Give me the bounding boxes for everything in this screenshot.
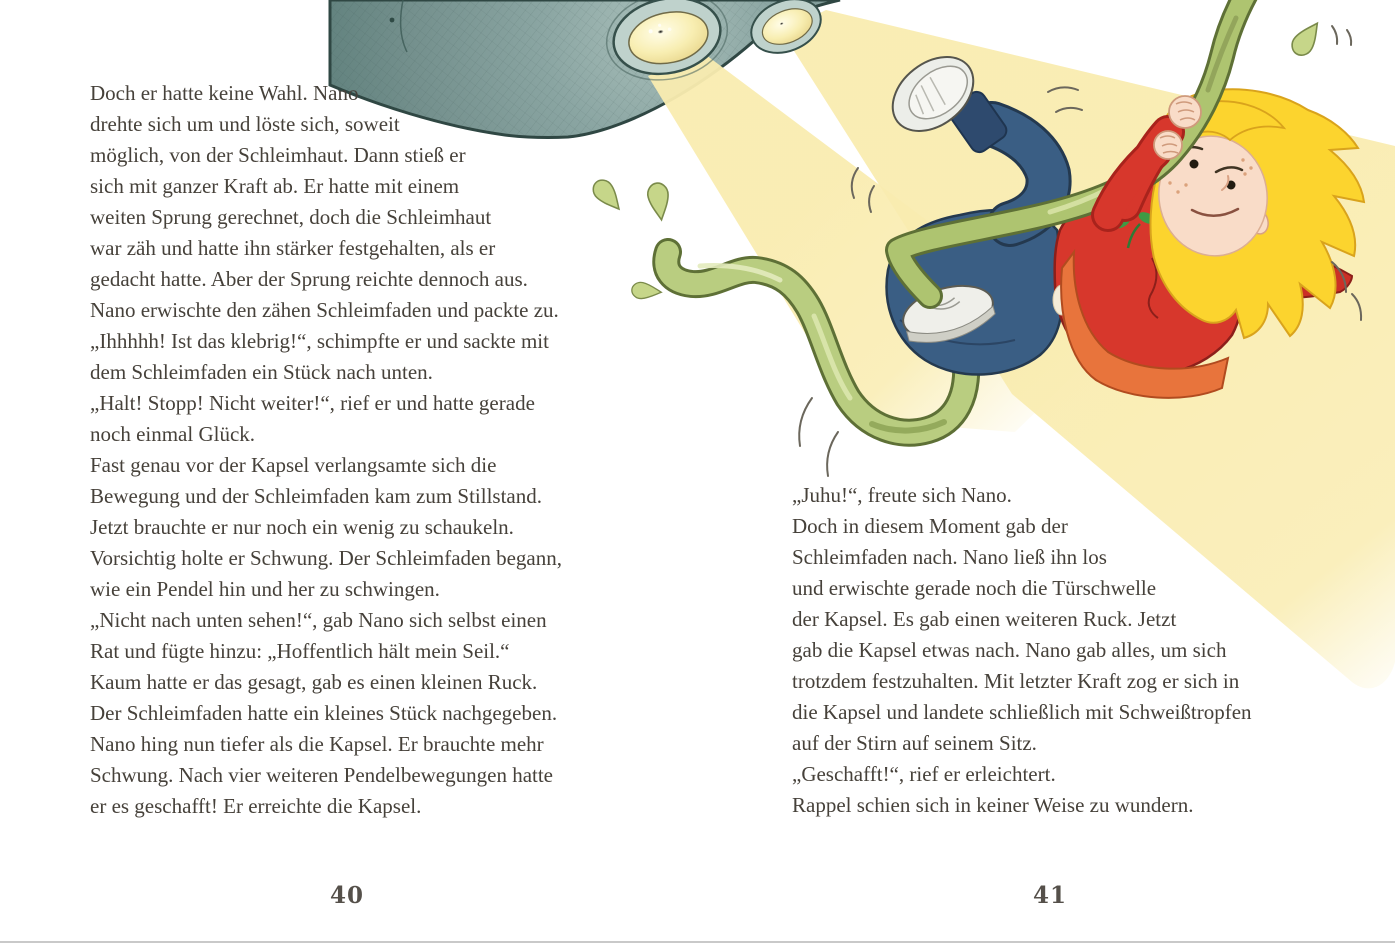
text-line: „Juhu!“, freute sich Nano.	[792, 483, 1012, 507]
text-line: Der Schleimfaden hatte ein kleines Stück nachgegeben.	[90, 701, 558, 725]
text-line: auf der Stirn auf seinem Sitz.	[792, 731, 1037, 755]
bottom-divider	[0, 941, 1395, 943]
slime-droplet	[631, 282, 662, 301]
text-line: war zäh und hatte ihn stärker festgehalten, als er	[90, 236, 496, 260]
text-line: drehte sich um und löste sich, soweit	[90, 112, 400, 136]
text-line: Bewegung und der Schleimfaden kam zum Stillstand.	[90, 484, 542, 508]
text-line: Nano hing nun tiefer als die Kapsel. Er brauchte mehr	[90, 732, 544, 756]
text-line: Jetzt brauchte er nur noch ein wenig zu schaukeln.	[90, 515, 514, 539]
text-line: Fast genau vor der Kapsel verlangsamte sich die	[90, 453, 497, 477]
text-line: sich mit ganzer Kraft ab. Er hatte mit einem	[90, 174, 460, 198]
eye-left	[1190, 160, 1199, 169]
text-line: möglich, von der Schleimhaut. Dann stieß er	[90, 143, 466, 167]
text-line: noch einmal Glück.	[90, 422, 256, 446]
text-line: „Geschafft!“, rief er erleichtert.	[792, 762, 1056, 786]
slime-droplet	[1288, 17, 1326, 59]
text-line: dem Schleimfaden ein Stück nach unten.	[90, 360, 433, 384]
text-line: „Nicht nach unten sehen!“, gab Nano sich selbst einen	[90, 608, 547, 632]
text-line: trotzdem festzuhalten. Mit letzter Kraft zog er sich in	[792, 669, 1240, 693]
text-line: der Kapsel. Es gab einen weiteren Ruck. Jetzt	[792, 607, 1177, 631]
text-line: Doch er hatte keine Wahl. Nano	[90, 81, 359, 105]
hand-upper	[1169, 96, 1201, 128]
slime-droplet	[646, 182, 671, 221]
text-line: „Halt! Stopp! Nicht weiter!“, rief er und hatte gerade	[90, 391, 535, 415]
text-line: die Kapsel und landete schließlich mit Schweißtropfen	[792, 700, 1252, 724]
text-line: Rat und fügte hinzu: „Hoffentlich hält mein Seil.“	[90, 639, 510, 663]
page-number-right: 41	[1032, 882, 1067, 909]
text-line: Kaum hatte er das gesagt, gab es einen kleinen Ruck.	[90, 670, 538, 694]
text-line: „Ihhhhh! Ist das klebrig!“, schimpfte er und sackte mit	[90, 329, 549, 353]
dome-rivet	[390, 18, 395, 23]
page-number-left: 40	[329, 882, 364, 909]
left-page-text	[90, 78, 562, 822]
text-line: Schwung. Nach vier weiteren Pendelbewegungen hatte	[90, 763, 554, 787]
text-line: gedacht hatte. Aber der Sprung reichte dennoch aus.	[90, 267, 528, 291]
slime-droplet	[589, 176, 626, 215]
text-line: Schleimfaden nach. Nano ließ ihn los	[792, 545, 1107, 569]
text-line: Rappel schien sich in keiner Weise zu wundern.	[792, 793, 1194, 817]
text-line: Vorsichtig holte er Schwung. Der Schleimfaden begann,	[90, 546, 562, 570]
hand-lower	[1154, 131, 1182, 159]
text-line: weiten Sprung gerechnet, doch die Schleimhaut	[90, 205, 492, 229]
text-line: Nano erwischte den zähen Schleimfaden und packte zu.	[90, 298, 559, 322]
text-line: er es geschafft! Er erreichte die Kapsel.	[90, 794, 422, 818]
text-line: gab die Kapsel etwas nach. Nano gab alles, um sich	[792, 638, 1227, 662]
text-line: und erwischte gerade noch die Türschwelle	[792, 576, 1157, 600]
text-line: Doch in diesem Moment gab der	[792, 514, 1068, 538]
right-page-text	[792, 480, 1252, 821]
text-line: wie ein Pendel hin und her zu schwingen.	[90, 577, 440, 601]
